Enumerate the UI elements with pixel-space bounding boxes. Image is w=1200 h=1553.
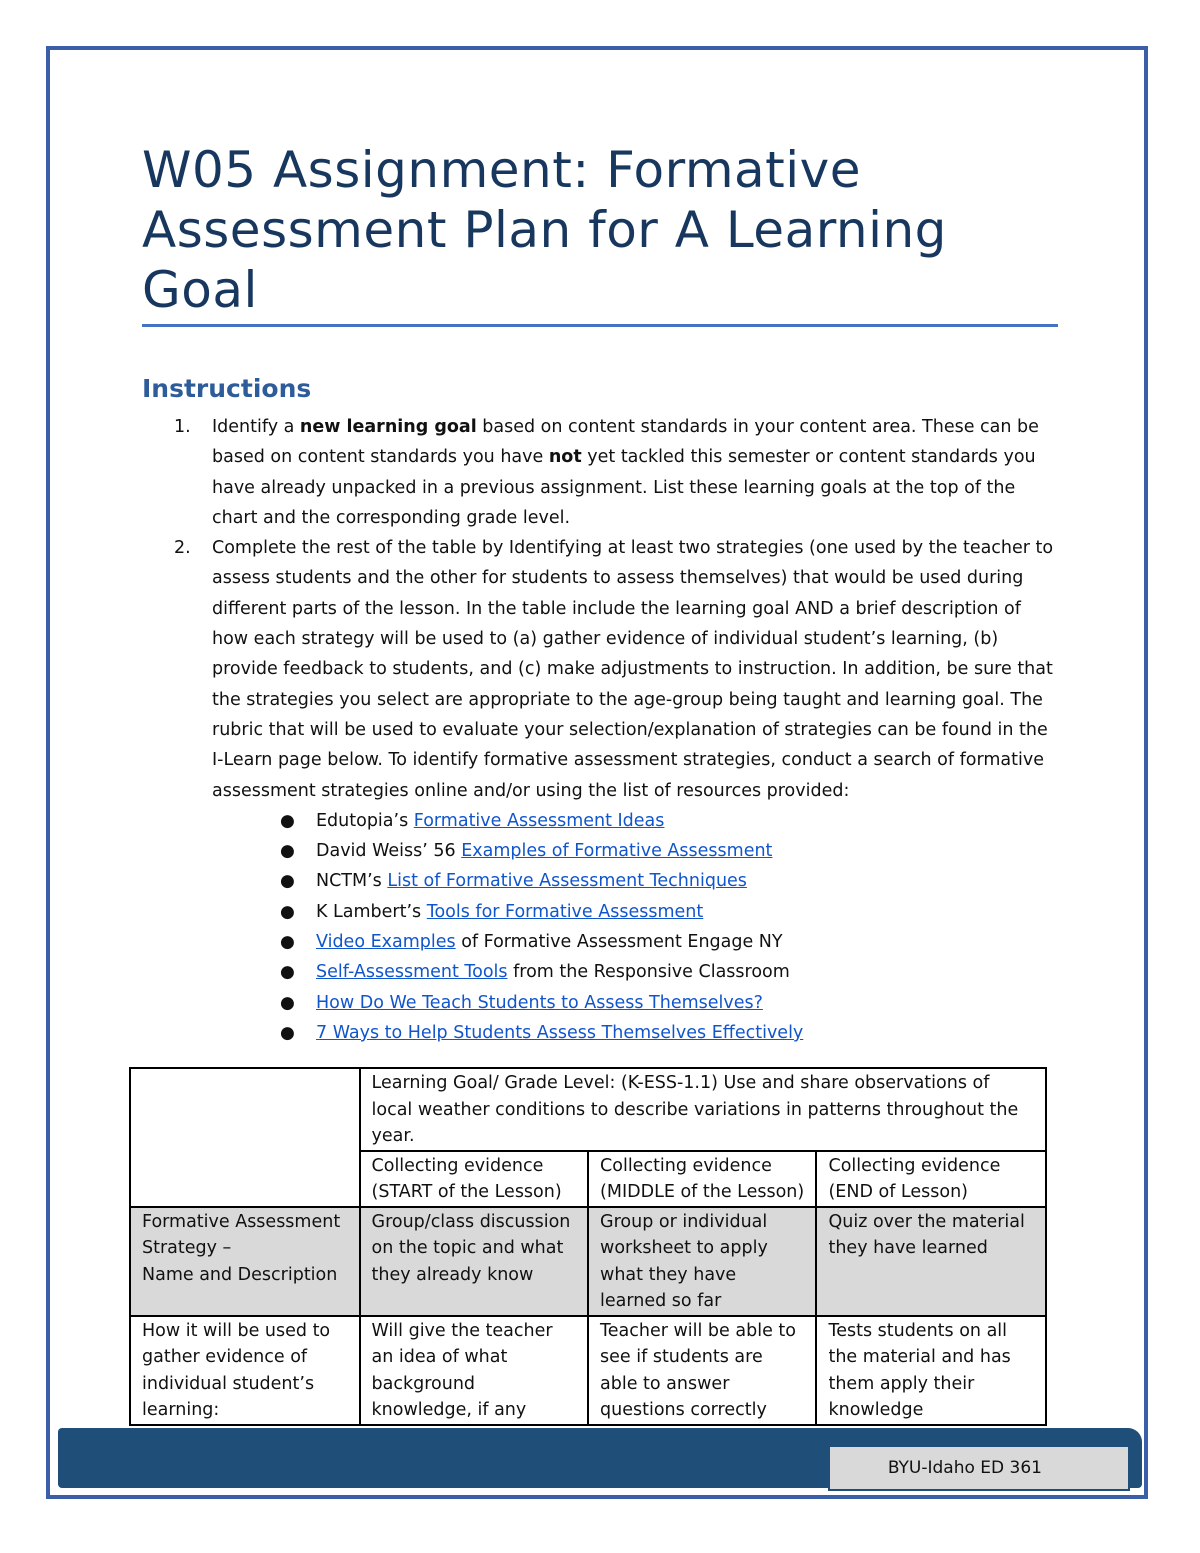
step-emphasis: not [548,447,582,468]
resource-link[interactable]: Self-Assessment Tools [316,962,508,983]
step-number: 1. [174,417,191,437]
table-corner-cell [130,1068,360,1207]
footer-label: BYU-Idaho ED 361 [828,1445,1130,1491]
step-number: 2. [174,538,191,559]
step-text: Identify a [212,417,300,437]
bullet-icon: ● [280,1022,295,1043]
resource-link[interactable]: Examples of Formative Assessment [461,841,773,862]
bullet-icon: ● [280,841,295,862]
assessment-plan-table [129,1067,1047,1426]
column-header-line: (MIDDLE of the Lesson) [600,1182,805,1202]
step-emphasis: new learning goal [299,417,477,437]
resource-link[interactable]: Tools for Formative Assessment [426,901,704,922]
resource-item [212,806,1062,836]
table-cell: Teacher will be able to see if students are able to answer questions correctly [588,1316,816,1425]
title-underline [142,324,1058,327]
resource-link[interactable]: 7 Ways to Help Students Assess Themselves Effectively [316,1022,804,1043]
resource-list [212,806,1062,1048]
resource-suffix: of Formative Assessment Engage NY [455,932,783,953]
resource-suffix: from the Responsive Classroom [507,962,790,983]
resource-prefix: K Lambert’s [316,901,427,922]
instruction-step-1 [142,412,1062,533]
resource-item [212,836,1062,866]
bullet-icon: ● [280,962,295,983]
instructions-list [142,412,1062,1048]
column-header-end [816,1151,1046,1207]
resource-link[interactable]: List of Formative Assessment Techniques [387,871,747,892]
step-text: based on content standards in your content area. These can be based on content standards you have [212,417,1039,468]
column-header-line: Collecting evidence [371,1155,544,1176]
instructions-heading: Instructions [142,374,312,403]
table-row [130,1068,1046,1151]
resource-item [212,927,1062,957]
table-cell: Tests students on all the material and has them apply their knowledge [816,1316,1046,1425]
resource-prefix: NCTM’s [316,871,388,892]
row-label-evidence: How it will be used to gather evidence of individual student’s learning: [130,1316,360,1425]
resource-item [212,1018,1062,1048]
bullet-icon: ● [280,992,295,1013]
resource-prefix: David Weiss’ 56 [316,841,462,862]
row-label-line: Formative Assessment Strategy – [142,1211,341,1258]
resource-link[interactable]: Formative Assessment Ideas [413,810,665,831]
bullet-icon: ● [280,901,295,922]
resource-item [212,897,1062,927]
column-header-line: Collecting evidence [828,1155,1001,1176]
column-header-line: Collecting evidence [600,1155,772,1176]
resource-item [212,957,1062,987]
table-cell: Group or individual worksheet to apply what they have learned so far [588,1207,816,1316]
resource-link[interactable]: How Do We Teach Students to Assess Themselves? [316,992,763,1013]
row-label-strategy [130,1207,360,1316]
document-title: W05 Assignment: Formative Assessment Plan for A Learning Goal [142,141,947,319]
column-header-middle [588,1151,816,1207]
resource-prefix: Edutopia’s [316,810,414,831]
column-header-line: (END of Lesson) [828,1182,968,1202]
resource-item [212,988,1062,1018]
instruction-step-2 [142,533,1062,1048]
table-cell: Will give the teacher an idea of what background knowledge, if any [360,1316,589,1425]
bullet-icon: ● [280,810,295,831]
step-text: yet tackled this semester or content standards you have already unpacked in a previous assignment. List these learning goals at the top of the chart and the corresponding grade level. [212,447,1036,528]
table-cell: Quiz over the material they have learned [816,1207,1046,1316]
step-text: Complete the rest of the table by Identifying at least two strategies (one used by the teacher to assess students and the other for students to assess themselves) that would be used during different parts of the lesson. In the table include the learning goal AND a brief description of how each strategy will be used to (a) gather evidence of individual student’s learning, (b) provide feedback to students, and (c) make adjustments to instruction. In addition, be sure that the strategies you select are appropriate to the age-group being taught and learning goal. The rubric that will be used to evaluate your selection/explanation of strategies can be found in the I-Learn page below. To identify formative assessment strategies, conduct a search of formative assessment strategies online and/or using the list of resources provided: [212,538,1054,801]
table-row [130,1316,1046,1425]
learning-goal-header: Learning Goal/ Grade Level: (K-ESS-1.1) Use and share observations of local weather conditions to describe variations in patterns throughout the year. [360,1068,1046,1151]
column-header-line: (START of the Lesson) [371,1182,562,1202]
table-cell: Group/class discussion on the topic and what they already know [360,1207,589,1316]
bullet-icon: ● [280,871,295,892]
table-row [130,1207,1046,1316]
resource-link[interactable]: Video Examples [316,932,456,953]
row-label-line: Name and Description [142,1264,338,1285]
bullet-icon: ● [280,932,295,953]
column-header-start [360,1151,589,1207]
resource-item [212,866,1062,896]
